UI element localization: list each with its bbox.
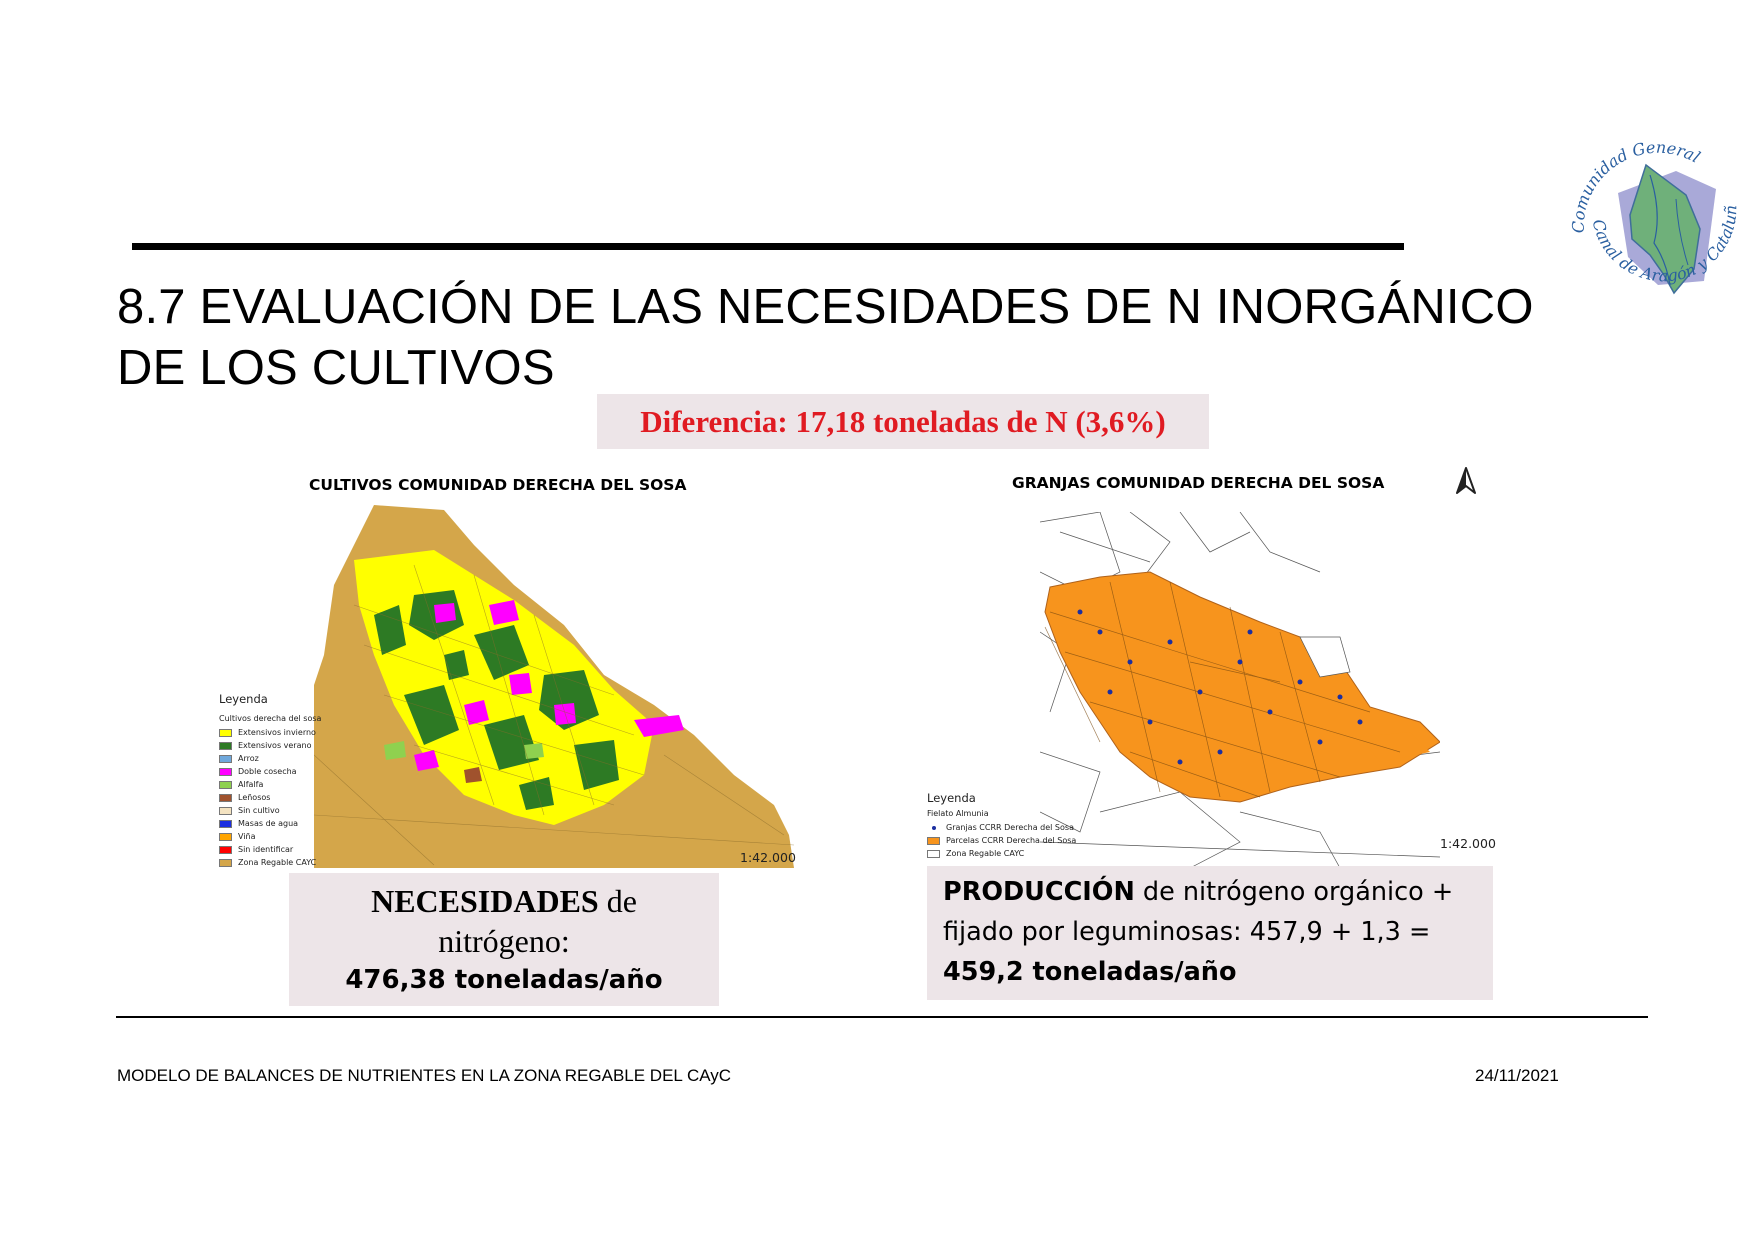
title-top-rule [132, 243, 1404, 250]
legend-label: Leñosos [238, 793, 271, 802]
legend-label: Alfalfa [238, 780, 264, 789]
legend-item [219, 804, 359, 817]
produccion-text [927, 866, 1493, 992]
produccion-line-2: fijado por leguminosas: 457,9 + 1,3 = [943, 917, 1431, 947]
footer-text: MODELO DE BALANCES DE NUTRIENTES EN LA ZONA REGABLE DEL CAyC [117, 1066, 732, 1085]
legend-swatch [927, 824, 940, 832]
necesidades-line-2: nitrógeno: [438, 923, 570, 959]
legend-label: Parcelas CCRR Derecha del Sosa [946, 836, 1077, 845]
legend-swatch [219, 859, 232, 867]
necesidades-label: NECESIDADES [371, 883, 599, 919]
legend-item [927, 834, 1087, 847]
legend-label: Sin cultivo [238, 806, 280, 815]
legend-label: Extensivos invierno [238, 728, 316, 737]
logo-text-bottom: Canal de Aragón y Cataluñ [1588, 204, 1741, 286]
crops-legend [219, 692, 359, 869]
legend-label: Viña [238, 832, 256, 841]
legend-swatch [219, 755, 232, 763]
legend-swatch [219, 820, 232, 828]
crops-map [314, 505, 794, 868]
legend-swatch [219, 794, 232, 802]
left-map-scale: 1:42.000 [740, 850, 796, 865]
legend-subtitle: Fielato Almunia [927, 809, 989, 818]
legend-item [219, 726, 359, 739]
logo-text-top: Comunidad General [1568, 137, 1704, 234]
legend-swatch [927, 850, 940, 858]
legend-swatch [219, 781, 232, 789]
farms-legend [927, 791, 1087, 860]
farms-map [1040, 512, 1440, 868]
title-line-1: 8.7 EVALUACIÓN DE LAS NECESIDADES DE N INORGÁNICO [117, 280, 1534, 334]
legend-swatch [219, 807, 232, 815]
left-map-title: CULTIVOS COMUNIDAD DERECHA DEL SOSA [309, 476, 687, 494]
produccion-label-rest: de nitrógeno orgánico + [1134, 877, 1454, 907]
produccion-value: 459,2 toneladas/año [943, 957, 1237, 987]
legend-label: Extensivos verano [238, 741, 312, 750]
legend-subtitle: Cultivos derecha del sosa [219, 714, 322, 723]
legend-swatch [219, 742, 232, 750]
legend-label: Sin identificar [238, 845, 294, 854]
legend-title: Leyenda [219, 692, 268, 706]
legend-item [219, 791, 359, 804]
legend-swatch [219, 729, 232, 737]
legend-title: Leyenda [927, 791, 976, 805]
legend-item [219, 856, 359, 869]
title-line-2: DE LOS CULTIVOS [117, 341, 555, 395]
legend-swatch [219, 768, 232, 776]
legend-item [219, 843, 359, 856]
legend-swatch [219, 833, 232, 841]
legend-item [219, 765, 359, 778]
legend-swatch [219, 846, 232, 854]
legend-label: Granjas CCRR Derecha del Sosa [946, 823, 1074, 832]
legend-item [219, 752, 359, 765]
necesidades-box [289, 873, 719, 1006]
legend-label: Doble cosecha [238, 767, 297, 776]
legend-item [219, 739, 359, 752]
legend-item [219, 817, 359, 830]
legend-label: Arroz [238, 754, 259, 763]
legend-item [927, 821, 1087, 834]
legend-label: Zona Regable CAYC [238, 858, 317, 867]
legend-items [927, 821, 1087, 860]
produccion-box [927, 866, 1493, 1000]
necesidades-value: 476,38 toneladas/año [345, 965, 663, 995]
page-title [117, 277, 1637, 399]
necesidades-label-rest: de [598, 883, 637, 919]
legend-label: Masas de agua [238, 819, 299, 828]
right-map-scale: 1:42.000 [1440, 836, 1496, 851]
footer-rule [116, 1016, 1648, 1018]
difference-text: Diferencia: 17,18 toneladas de N (3,6%) [640, 403, 1166, 439]
legend-item [927, 847, 1087, 860]
legend-items [219, 726, 359, 869]
necesidades-line-1 [289, 881, 719, 921]
legend-swatch [927, 837, 940, 845]
footer-date: 24/11/2021 [1475, 1066, 1559, 1085]
difference-badge [597, 394, 1209, 449]
right-map-title: GRANJAS COMUNIDAD DERECHA DEL SOSA [1012, 474, 1385, 492]
produccion-label: PRODUCCIÓN [943, 877, 1135, 907]
north-arrow-icon [1455, 466, 1477, 496]
legend-item [219, 778, 359, 791]
legend-item [219, 830, 359, 843]
legend-label: Zona Regable CAYC [946, 849, 1025, 858]
